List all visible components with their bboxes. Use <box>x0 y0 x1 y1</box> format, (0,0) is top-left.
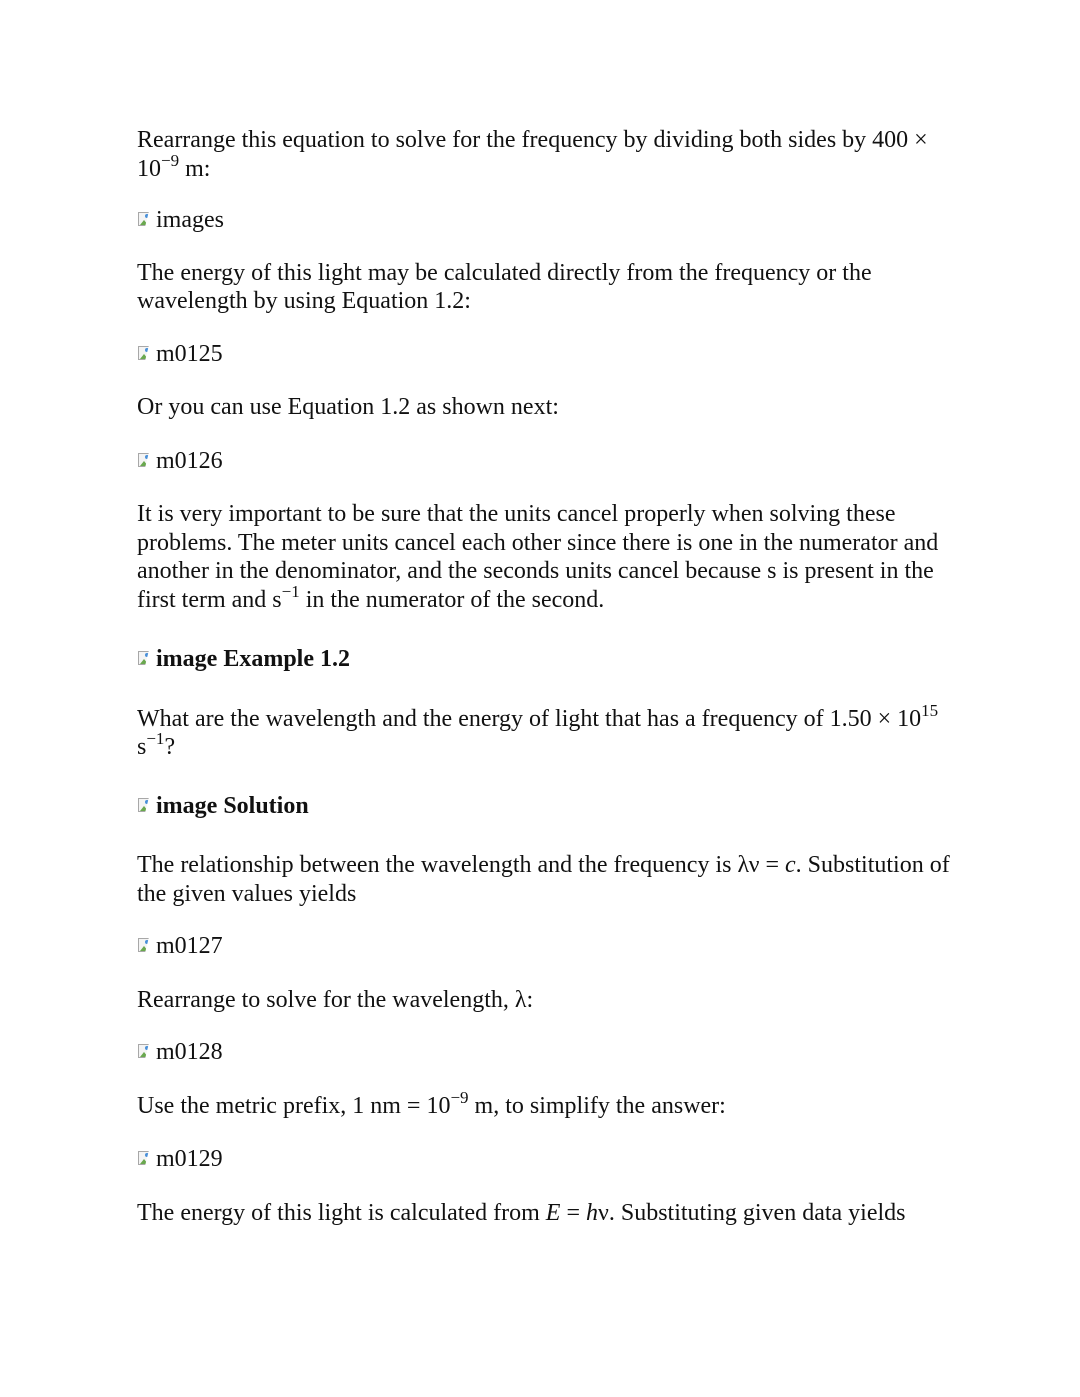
paragraph-or-use-equation: Or you can use Equation 1.2 as shown next: <box>137 394 559 420</box>
broken-image-icon <box>137 344 155 364</box>
paragraph-units-cancel: It is very important to be sure that the units cancel properly when solving these problems. The meter units cancel each other since there is one in the numerator and another in the denominator, and the seconds units cancel because s is present in the first term and $s^{-1}$ in the numerator of the second. <box>137 501 939 613</box>
broken-image-icon <box>137 649 155 669</box>
equation-image-m0128: m0128 <box>137 1038 952 1067</box>
broken-image-icon <box>137 936 155 956</box>
document-page <box>137 126 952 1227</box>
broken-image-icon <box>137 451 155 471</box>
paragraph-rearrange-wavelength: Rearrange to solve for the wavelength, λ: <box>137 986 534 1013</box>
broken-image-icon <box>137 796 155 816</box>
broken-image-icon <box>137 1149 155 1169</box>
solution-heading: image Solution <box>137 792 952 821</box>
broken-image-icon <box>137 210 155 230</box>
equation-image-m0126: m0126 <box>137 447 952 476</box>
paragraph-example-question: What are the wavelength and the energy of light that has a frequency of $1.50 \times 10^{15}$ $s^{-1}$? <box>137 700 939 760</box>
equation-image-m0125: m0125 <box>137 340 952 369</box>
paragraph-metric-prefix: Use the metric prefix, 1 nm = $10^{-9}$ m, to simplify the answer: <box>137 1087 726 1119</box>
equation-image-m0129: m0129 <box>137 1145 952 1174</box>
paragraph-relationship: The relationship between the wavelength and the frequency is λν = c. Substitution of the given values yields <box>137 852 950 907</box>
equation-image-images: images <box>137 206 952 235</box>
equation-image-m0127: m0127 <box>137 932 952 961</box>
broken-image-icon <box>137 1042 155 1062</box>
paragraph-energy-calculation: The energy of this light is calculated from E = hν. Substituting given data yields <box>137 1199 906 1226</box>
paragraph-rearrange-frequency: Rearrange this equation to solve for the frequency by dividing both sides by $400 \times 10^{-9}$ m: <box>137 127 928 182</box>
paragraph-energy-light: The energy of this light may be calculated directly from the frequency or the wavelength by using Equation 1.2: <box>137 259 872 314</box>
example-heading: image Example 1.2 <box>137 645 952 674</box>
